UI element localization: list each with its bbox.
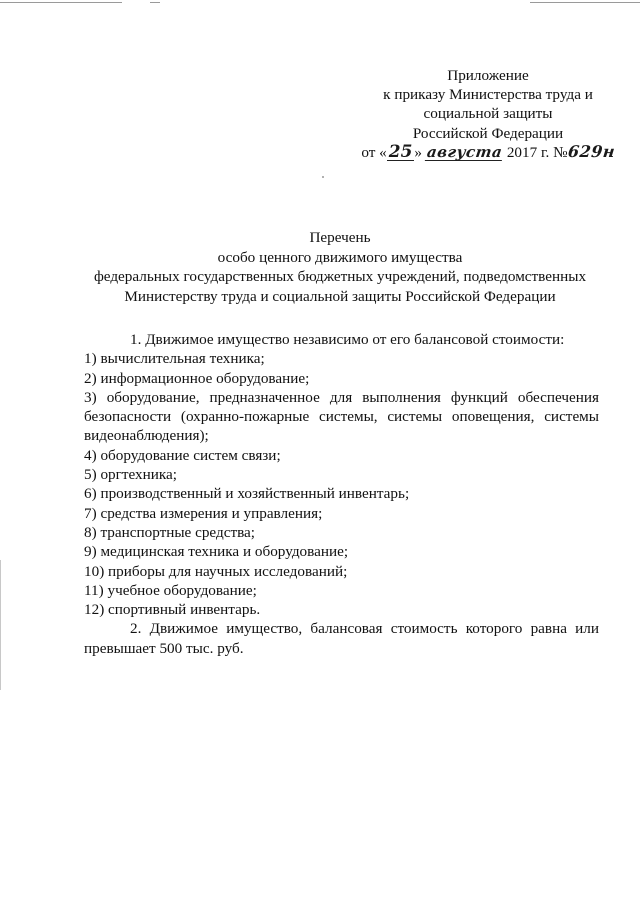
list-item: 5) оргтехника; bbox=[84, 466, 178, 484]
clause-2: 2. Движимое имущество, балансовая стоимость которого равна или превышает 500 тыс. руб. bbox=[84, 620, 599, 657]
date-prefix: от « bbox=[361, 143, 387, 161]
scan-speck bbox=[322, 176, 324, 178]
appendix-line-3: социальной защиты bbox=[423, 105, 553, 123]
document-body bbox=[84, 330, 599, 658]
document-title bbox=[60, 228, 620, 306]
quote-close: » bbox=[414, 143, 423, 161]
list-item: 6) производственный и хозяйственный инвентарь; bbox=[84, 485, 410, 503]
scan-edge-marks bbox=[0, 0, 640, 6]
list-item: 7) средства измерения и управления; bbox=[84, 504, 323, 522]
list-item: 12) спортивный инвентарь. bbox=[84, 601, 261, 619]
title-line-2: особо ценного движимого имущества bbox=[217, 248, 463, 266]
list-item: 11) учебное оборудование; bbox=[84, 581, 257, 599]
list-item: 8) транспортные средства; bbox=[84, 523, 256, 541]
list-item: 4) оборудование систем связи; bbox=[84, 446, 281, 464]
order-date-line bbox=[360, 143, 616, 162]
list-item: 3) оборудование, предназначенное для выполнения функций обеспечения безопасности (охранно-пожарные системы, системы оповещения, системы видеонаблюдения); bbox=[84, 388, 599, 445]
handwritten-month: августа bbox=[425, 142, 504, 161]
list-item: 10) приборы для научных исследований; bbox=[84, 562, 348, 580]
order-year: 2017 г. bbox=[506, 143, 550, 161]
appendix-header bbox=[360, 66, 616, 162]
number-label: № bbox=[553, 143, 568, 161]
list-item: 1) вычислительная техника; bbox=[84, 350, 265, 368]
scan-left-edge bbox=[0, 560, 1, 690]
title-line-4: Министерству труда и социальной защиты Российской Федерации bbox=[124, 287, 556, 305]
appendix-line-1: Приложение bbox=[447, 67, 529, 84]
title-line-3: федеральных государственных бюджетных учреждений, подведомственных bbox=[93, 268, 587, 285]
title-line-1: Перечень bbox=[309, 229, 371, 246]
appendix-line-2: к приказу Министерства труда и bbox=[383, 86, 593, 104]
list-item: 2) информационное оборудование; bbox=[84, 369, 310, 387]
clause-1: 1. Движимое имущество независимо от его балансовой стоимости: bbox=[130, 331, 565, 348]
handwritten-order-number: 629н bbox=[566, 141, 616, 161]
handwritten-day: 25 bbox=[388, 141, 413, 162]
appendix-line-4: Российской Федерации bbox=[412, 124, 564, 142]
list-item: 9) медицинская техника и оборудование; bbox=[84, 543, 349, 561]
